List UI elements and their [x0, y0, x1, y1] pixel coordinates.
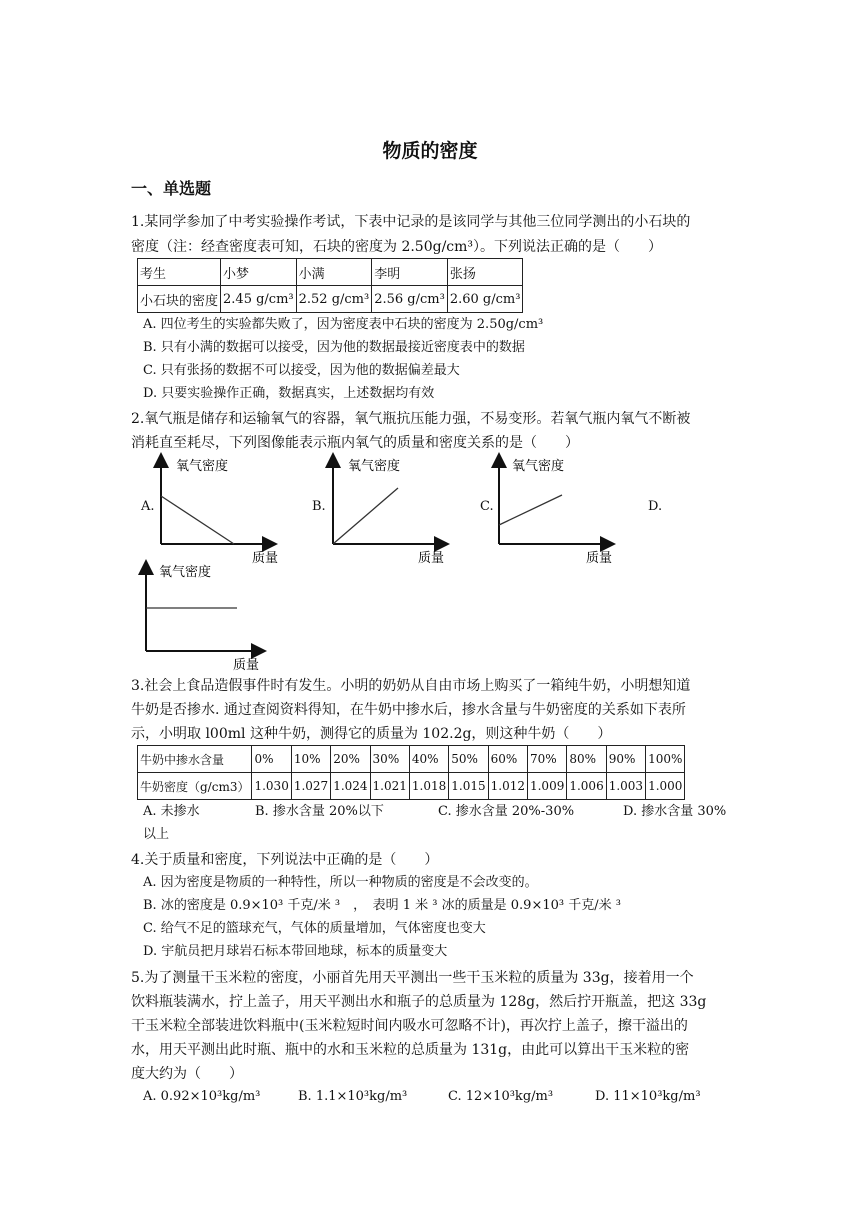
table-cell: 1.006: [567, 773, 606, 800]
question-3-line-2: 牛奶是否掺水. 通过查阅资料得知，在牛奶中掺水后，掺水含量与牛奶密度的关系如下表所: [131, 702, 686, 718]
question-3-line-3: 示，小明取 l00ml 这种牛奶，测得它的质量为 102.2g，则这种牛奶（ ）: [131, 726, 612, 742]
graph-a: [150, 452, 280, 564]
page-title: 物质的密度: [382, 140, 478, 162]
question-3-option-d-continued: 以上: [143, 827, 170, 842]
x-axis-label: 质量: [418, 551, 445, 564]
table-cell: 1.024: [331, 773, 370, 800]
question-1-option-d: D. 只要实验操作正确，数据真实，上述数据均有效: [143, 386, 435, 401]
table-cell: 90%: [606, 746, 645, 773]
question-3-option-d: D. 掺水含量 30%: [623, 804, 727, 819]
question-4-option-b: B. 冰的密度是 0.9×10³ 千克/米 ³ ， 表明 1 米 ³ 冰的质量是 0.9×10³ 千克/米 ³: [143, 898, 621, 913]
question-5-option-b: B. 1.1×10³kg/m³: [298, 1089, 408, 1104]
graph-c-label: C.: [480, 499, 494, 514]
table-cell: 70%: [527, 746, 566, 773]
table-cell: 牛奶密度（g/cm3）: [138, 773, 252, 800]
question-1-line-1: 1.某同学参加了中考实验操作考试，下表中记录的是该同学与其他三位同学测出的小石块的: [131, 214, 691, 230]
table-cell: 40%: [409, 746, 448, 773]
graph-line: [499, 495, 562, 525]
graph-d: [135, 559, 270, 673]
table-cell: 牛奶中掺水含量: [138, 746, 252, 773]
table-cell: 1.027: [291, 773, 330, 800]
question-5-option-d: D. 11×10³kg/m³: [595, 1089, 701, 1104]
question-3-line-1: 3.社会上食品造假事件时有发生。小明的奶奶从自由市场上购买了一箱纯牛奶，小明想知道: [131, 678, 691, 694]
question-5-line-2: 饮料瓶装满水，拧上盖子，用天平测出水和瓶子的总质量为 128g，然后拧开瓶盖，把这 33g: [131, 994, 707, 1010]
question-3-table: [137, 745, 685, 800]
question-4-line-1: 4.关于质量和密度，下列说法中正确的是（ ）: [131, 852, 439, 868]
question-1-option-a: A. 四位考生的实验都失败了，因为密度表中石块的密度为 2.50g/cm³: [143, 317, 544, 332]
x-axis-label: 质量: [586, 551, 613, 564]
question-4-option-d: D. 宇航员把月球岩石标本带回地球，标本的质量变大: [143, 944, 448, 959]
table-cell: 1.030: [252, 773, 291, 800]
question-5-line-5: 度大约为（ ）: [131, 1066, 243, 1082]
table-cell: 80%: [567, 746, 606, 773]
question-5-line-3: 干玉米粒全部装进饮料瓶中(玉米粒短时间内吸水可忽略不计)，再次拧上盖子，擦干溢出的: [131, 1018, 688, 1034]
table-cell: 30%: [370, 746, 409, 773]
question-5-option-a: A. 0.92×10³kg/m³: [143, 1089, 261, 1104]
question-2-line-1: 2.氧气瓶是储存和运输氧气的容器，氧气瓶抗压能力强，不易变形。若氧气瓶内氧气不断被: [131, 411, 691, 427]
graph-a-label: A.: [141, 499, 155, 514]
table-cell: 20%: [331, 746, 370, 773]
table-row: [138, 286, 523, 313]
question-4-option-a: A. 因为密度是物质的一种特性，所以一种物质的密度是不会改变的。: [143, 875, 538, 890]
table-cell: 1.021: [370, 773, 409, 800]
section-heading: 一、单选题: [131, 179, 212, 198]
table-cell: 0%: [252, 746, 291, 773]
table-cell: 10%: [291, 746, 330, 773]
y-axis-label: 氧气密度: [176, 459, 229, 474]
question-3-option-a: A. 未掺水: [143, 804, 200, 819]
question-2-line-2: 消耗直至耗尽，下列图像能表示瓶内氧气的质量和密度关系的是（ ）: [131, 435, 579, 451]
graph-line: [333, 488, 398, 544]
question-3-option-b: B. 掺水含量 20%以下: [255, 804, 384, 819]
table-cell: 考生: [138, 259, 221, 286]
graph-d-label: D.: [648, 499, 663, 514]
table-cell: 2.52 g/cm³: [296, 286, 372, 313]
table-cell: 1.015: [449, 773, 488, 800]
graph-b: [322, 452, 452, 564]
table-cell: 1.012: [488, 773, 527, 800]
question-5-line-4: 水，用天平测出此时瓶、瓶中的水和玉米粒的总质量为 131g，由此可以算出干玉米粒的密: [131, 1042, 690, 1058]
question-5-line-1: 5.为了测量干玉米粒的密度，小丽首先用天平测出一些干玉米粒的质量为 33g，接着用一个: [131, 970, 694, 986]
table-cell: 小梦: [221, 259, 297, 286]
table-cell: 2.45 g/cm³: [221, 286, 297, 313]
question-1-option-b: B. 只有小满的数据可以接受，因为他的数据最接近密度表中的数据: [143, 340, 525, 355]
question-5-option-c: C. 12×10³kg/m³: [448, 1089, 554, 1104]
table-cell: 2.60 g/cm³: [447, 286, 523, 313]
table-cell: 1.000: [646, 773, 685, 800]
question-3-option-c: C. 掺水含量 20%-30%: [438, 804, 575, 819]
graph-b-label: B.: [312, 499, 326, 514]
table-cell: 2.56 g/cm³: [372, 286, 448, 313]
graph-c: [488, 452, 618, 564]
table-cell: 小满: [296, 259, 372, 286]
question-1-table: [137, 258, 523, 313]
table-cell: 1.009: [527, 773, 566, 800]
table-row: [138, 773, 685, 800]
table-cell: 小石块的密度: [138, 286, 221, 313]
table-cell: 50%: [449, 746, 488, 773]
question-1-option-c: C. 只有张扬的数据不可以接受，因为他的数据偏差最大: [143, 363, 460, 378]
table-cell: 1.018: [409, 773, 448, 800]
question-1-line-2: 密度（注：经查密度表可知，石块的密度为 2.50g/cm³）。下列说法正确的是（ ）: [131, 239, 663, 255]
table-cell: 张扬: [447, 259, 523, 286]
table-cell: 李明: [372, 259, 448, 286]
table-cell: 1.003: [606, 773, 645, 800]
y-axis-label: 氧气密度: [159, 565, 212, 580]
table-row: [138, 259, 523, 286]
table-row: [138, 746, 685, 773]
x-axis-label: 质量: [233, 658, 260, 673]
table-cell: 60%: [488, 746, 527, 773]
x-axis-label: 质量: [252, 551, 279, 564]
graph-line: [161, 496, 234, 544]
question-4-option-c: C. 给气不足的篮球充气，气体的质量增加，气体密度也变大: [143, 921, 486, 936]
y-axis-label: 氧气密度: [348, 459, 401, 474]
y-axis-label: 氧气密度: [512, 459, 565, 474]
table-cell: 100%: [646, 746, 685, 773]
